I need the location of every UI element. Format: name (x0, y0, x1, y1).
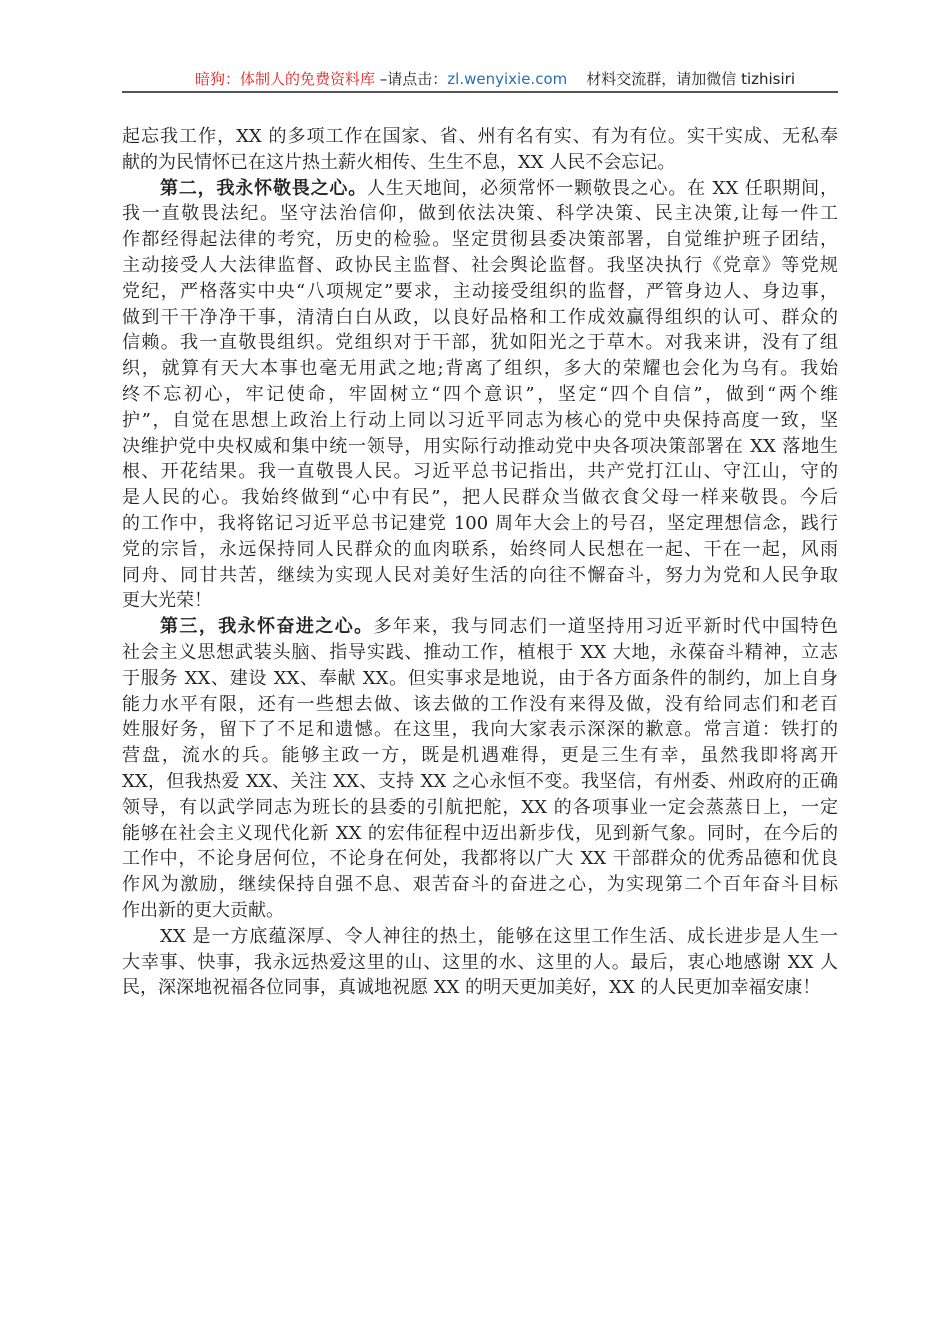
line-text: 工作中，不论身居何位，不论身在何处，我都将以广大 XX 干部群众的优秀品德和优良 (122, 848, 838, 870)
text-line (122, 666, 838, 692)
text-line (122, 305, 838, 331)
text-line (122, 356, 838, 382)
paragraph (122, 924, 838, 1001)
text-line (122, 227, 838, 253)
line-text: 根、开花结果。我一直敬畏人民。习近平总书记指出，共产党打江山、守江山，守的 (122, 461, 838, 483)
line-text: 多年来，我与同志们一道坚持用习近平新时代中国特色 (373, 616, 838, 638)
text-line (122, 975, 838, 1001)
text-line (122, 563, 838, 589)
line-text: 大幸事、快事，我永远热爱这里的山、这里的水、这里的人。最后，衷心地感谢 XX 人 (122, 951, 838, 973)
paragraph (122, 614, 838, 924)
text-line (122, 537, 838, 563)
header-divider (122, 91, 838, 93)
text-line (122, 176, 838, 202)
text-line (122, 511, 838, 537)
line-text: 作风为激励，继续保持自强不息、艰苦奋斗的奋进之心，为实现第二个百年奋斗目标 (122, 874, 838, 896)
line-text: 同舟、同甘共苦，继续为实现人民对美好生活的向往不懈奋斗，努力为党和人民争取 (122, 564, 838, 586)
text-line (122, 150, 838, 176)
paragraph-lead: 第二，我永怀敬畏之心。 (160, 177, 368, 199)
line-text: 织，就算有天大本事也毫无用武之地;背离了组织，多大的荣耀也会化为乌有。我始 (122, 358, 838, 380)
text-line (122, 253, 838, 279)
header-brand: 暗狗：体制人的免费资料库 (195, 70, 376, 88)
text-line (122, 124, 838, 150)
line-text: 信赖。我一直敬畏组织。党组织对于干部，犹如阳光之于草木。对我来讲，没有了组 (122, 332, 838, 354)
text-line (122, 846, 838, 872)
line-text: 领导，有以武学同志为班长的县委的引航把舵，XX 的各项事业一定会蒸蒸日上，一定 (122, 796, 838, 818)
text-line (122, 769, 838, 795)
text-line (122, 821, 838, 847)
line-text: 社会主义思想武装头脑、指导实践、推动工作，植根于 XX 大地，永葆奋斗精神，立志 (122, 641, 838, 663)
text-line (122, 717, 838, 743)
line-text: 更大光荣！ (122, 590, 212, 612)
text-line (122, 692, 838, 718)
header-link[interactable]: zl.wenyixie.com (447, 70, 568, 88)
text-line (122, 898, 838, 924)
paragraph (122, 124, 838, 176)
line-text: 主动接受人大法律监督、政协民主监督、社会舆论监督。我坚决执行《党章》等党规 (122, 254, 838, 276)
line-text: 作出新的更大贡献。 (122, 899, 284, 921)
text-line (122, 330, 838, 356)
document-body (122, 124, 838, 1001)
line-text: 决维护党中央权威和集中统一领导，用实际行动推动党中央各项决策部署在 XX 落地生 (122, 435, 838, 457)
line-text: 做到干干净净干事，清清白白从政，以良好品格和工作成效赢得组织的认可、群众的 (122, 306, 838, 328)
paragraph-lead: 第三，我永怀奋进之心。 (160, 616, 374, 638)
line-text: 民，深深地祝福各位同事，真诚地祝愿 XX 的明天更加美好，XX 的人民更加幸福安康！ (122, 977, 821, 999)
header-prompt: –请点击： (375, 70, 448, 88)
line-text: 我一直敬畏法纪。坚守法治信仰，做到依法决策、科学决策、民主决策,让每一件工 (122, 203, 838, 225)
page-header (122, 68, 838, 89)
text-line (122, 924, 838, 950)
text-line (122, 795, 838, 821)
text-line (122, 434, 838, 460)
text-line (122, 872, 838, 898)
text-line (122, 459, 838, 485)
line-text: 人生天地间，必须常怀一颗敬畏之心。在 XX 任职期间， (367, 177, 838, 199)
line-text: 终不忘初心，牢记使命，牢固树立“四个意识”，坚定“四个自信”，做到“两个维 (122, 383, 838, 405)
text-line (122, 485, 838, 511)
text-line (122, 640, 838, 666)
paragraph (122, 176, 838, 615)
line-text: 营盘，流水的兵。能够主政一方，既是机遇难得，更是三生有幸，虽然我即将离开 (122, 745, 838, 767)
text-line (122, 743, 838, 769)
line-text: 是人民的心。我始终做到“心中有民”，把人民群众当做衣食父母一样来敬畏。今后 (122, 487, 838, 509)
line-text: 起忘我工作，XX 的多项工作在国家、省、州有名有实、有为有位。实干实成、无私奉 (122, 126, 838, 147)
text-line (122, 382, 838, 408)
line-text: XX 是一方底蕴深厚、令人神往的热土，能够在这里工作生活、成长进步是人生一 (160, 925, 838, 947)
line-text: 献的为民情怀已在这片热土薪火相传、生生不息，XX 人民不会忘记。 (122, 151, 676, 173)
header-contact: 材料交流群，请加微信 tizhisiri (567, 70, 795, 88)
line-text: 能力水平有限，还有一些想去做、该去做的工作没有来得及做，没有给同志们和老百 (122, 693, 838, 715)
text-line (122, 408, 838, 434)
line-text: 姓服好务，留下了不足和遗憾。在这里，我向大家表示深深的歉意。常言道：铁打的 (122, 719, 838, 741)
line-text: 作都经得起法律的考究，历史的检验。坚定贯彻县委决策部署，自觉维护班子团结， (122, 229, 838, 251)
text-line (122, 588, 838, 614)
line-text: 党纪，严格落实中央“八项规定”要求，主动接受组织的监督，严管身边人、身边事， (122, 280, 838, 302)
line-text: XX，但我热爱 XX、关注 XX、支持 XX 之心永恒不变。我坚信，有州委、州政府的正确 (122, 770, 838, 792)
line-text: 党的宗旨，永远保持同人民群众的血肉联系，始终同人民想在一起、干在一起，风雨 (122, 538, 838, 560)
line-text: 护”，自觉在思想上政治上行动上同以习近平同志为核心的党中央保持高度一致，坚 (122, 409, 838, 431)
text-line (122, 614, 838, 640)
text-line (122, 201, 838, 227)
line-text: 的工作中，我将铭记习近平总书记建党 100 周年大会上的号召，坚定理想信念，践行 (122, 512, 838, 534)
line-text: 能够在社会主义现代化新 XX 的宏伟征程中迈出新步伐，见到新气象。同时，在今后的 (122, 822, 838, 844)
text-line (122, 950, 838, 976)
text-line (122, 279, 838, 305)
line-text: 于服务 XX、建设 XX、奉献 XX。但实事求是地说，由于各方面条件的制约，加上自身 (122, 667, 838, 689)
